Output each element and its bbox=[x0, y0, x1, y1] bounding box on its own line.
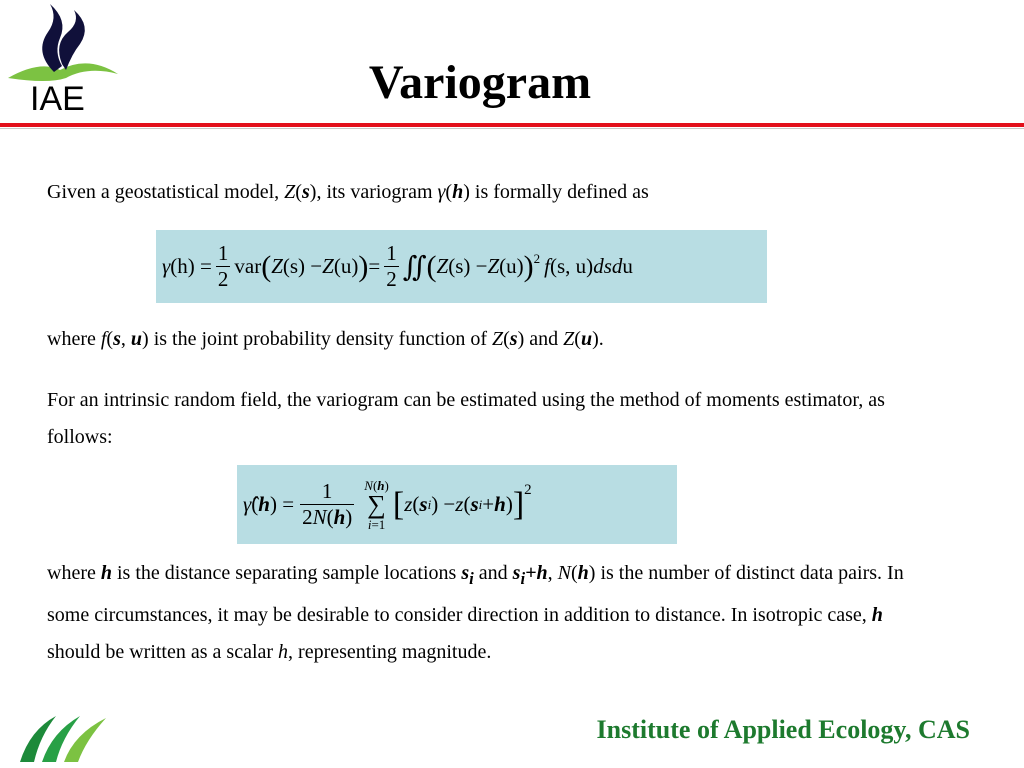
paragraph-definition: Given a geostatistical model, Z(s), its variogram γ(h) is formally defined as bbox=[47, 181, 649, 203]
header-rule-shadow bbox=[0, 128, 1024, 129]
footer-institute: Institute of Applied Ecology, CAS bbox=[596, 715, 970, 744]
variogram-definition-formula: γ (h) = $\frac{1}{2}$ var ( Z (s) − Z (u) ) = $\frac{1}{2}$ ∬ ( Z (s) − Z (u) ) $^2$ f (s, u) dsd u bbox=[156, 230, 767, 303]
paragraph-density: where f(s, u) is the joint probability density function of Z(s) and Z(u). bbox=[47, 328, 604, 350]
paragraph-explanation: where h is the distance separating sample locations $s_i$ and $s_i+h$, N(h) is the number of distinct data pairs. In some circumstances, it may be desirable to consider direction in addition to distance. In isotropic case, h should be written as a scalar h, representing magnitude. bbox=[47, 562, 904, 663]
moments-estimator-formula: γ̂ ( h ) = $\frac{1}{2N(h)}$ N(h) ∑ i=1 [ z ( s i ) − z ( s i + h ) ] $^2$ bbox=[237, 465, 677, 544]
logo-text: IAE bbox=[30, 80, 85, 118]
header-rule bbox=[0, 123, 1024, 127]
cas-logo bbox=[12, 710, 112, 766]
paragraph-estimator-intro: For an intrinsic random field, the variogram can be estimated using the method of moments estimator, as follows: bbox=[47, 389, 885, 448]
page-title: Variogram bbox=[368, 56, 592, 109]
